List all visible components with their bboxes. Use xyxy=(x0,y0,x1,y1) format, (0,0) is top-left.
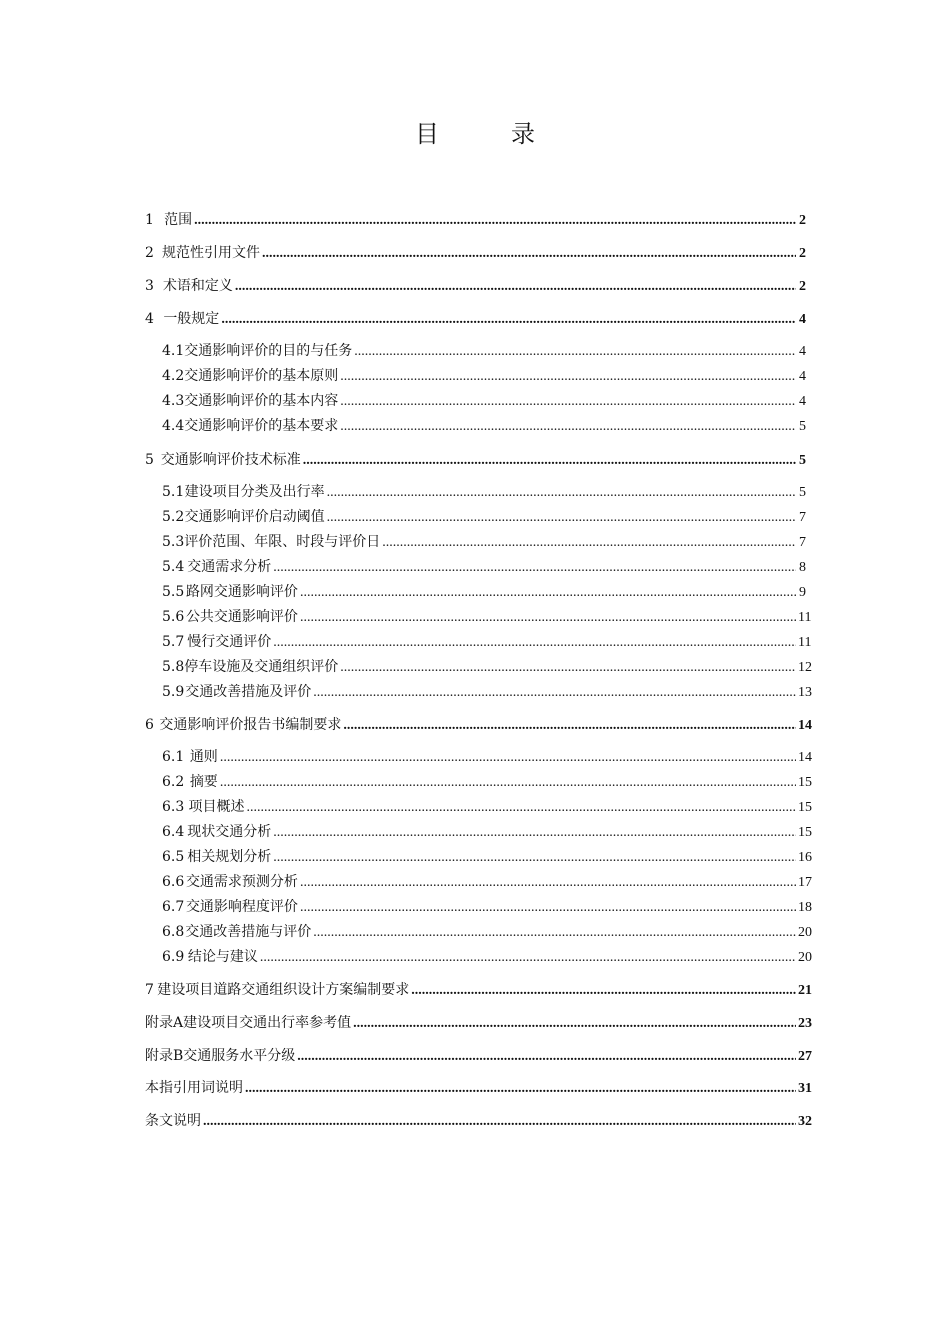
toc-entry-number: 2 xyxy=(145,245,154,261)
toc-leader-dots xyxy=(273,557,796,578)
toc-entry-number: 5.7 xyxy=(162,634,185,650)
toc-entry-label: 交通影响程度评价 xyxy=(185,899,298,915)
toc-entry-label: 交通影响评价的基本原则 xyxy=(184,368,339,384)
toc-leader-dots xyxy=(340,391,796,412)
toc-entry-label: 交通影响评价的基本要求 xyxy=(184,418,339,434)
toc-entry-label: 规范性引用文件 xyxy=(162,245,261,261)
toc-entry-page-number: 2 xyxy=(799,246,806,261)
toc-entry[interactable] xyxy=(162,947,812,967)
toc-entry-page-number: 4 xyxy=(799,312,806,327)
toc-entry-number: 4.3 xyxy=(162,393,185,409)
toc-entry-label: 摘要 xyxy=(189,774,218,790)
toc-entry[interactable] xyxy=(162,897,812,917)
toc-entry-page-number: 8 xyxy=(799,560,806,575)
toc-entry-page-number: 18 xyxy=(798,900,812,915)
toc-entry[interactable] xyxy=(162,872,812,892)
toc-leader-dots xyxy=(273,822,796,843)
toc-entry-page-number: 31 xyxy=(798,1081,812,1096)
toc-entry-label: 建设项目道路交通组织设计方案编制要求 xyxy=(157,982,410,998)
toc-entry[interactable] xyxy=(162,847,812,867)
toc-entry[interactable] xyxy=(162,341,806,361)
toc-entry-page-number: 20 xyxy=(798,925,812,940)
toc-entry[interactable] xyxy=(145,450,806,470)
toc-entry-label: 路网交通影响评价 xyxy=(185,584,298,600)
toc-leader-dots xyxy=(343,715,796,736)
toc-leader-dots xyxy=(327,507,796,528)
toc-entry-number: 6.8 xyxy=(162,924,185,940)
toc-leader-dots xyxy=(235,276,796,297)
toc-entry[interactable] xyxy=(145,1078,812,1098)
toc-entry[interactable] xyxy=(162,416,806,436)
toc-entry-label: 停车设施及交通组织评价 xyxy=(184,659,339,675)
toc-entry-label: 项目概述 xyxy=(188,799,245,815)
toc-leader-dots xyxy=(313,922,796,943)
toc-entry-page-number: 9 xyxy=(799,585,806,600)
toc-entry-label: 术语和定义 xyxy=(162,278,233,294)
toc-entry-number: 6 xyxy=(145,717,154,733)
toc-leader-dots xyxy=(300,872,796,893)
toc-entry[interactable] xyxy=(162,747,812,767)
toc-leader-dots xyxy=(382,532,796,553)
toc-leader-dots xyxy=(194,210,796,231)
toc-leader-dots xyxy=(273,632,796,653)
toc-entry-label: 交通需求分析 xyxy=(187,559,272,575)
toc-entry-page-number: 4 xyxy=(799,394,806,409)
toc-entry-page-number: 14 xyxy=(798,750,812,765)
toc-entry-number: 5.4 xyxy=(162,559,185,575)
toc-entry-page-number: 12 xyxy=(798,660,812,675)
toc-entry[interactable] xyxy=(162,507,806,527)
toc-entry-page-number: 13 xyxy=(798,685,812,700)
toc-entry[interactable] xyxy=(162,557,806,577)
toc-leader-dots xyxy=(262,243,796,264)
toc-entry-page-number: 2 xyxy=(799,279,806,294)
toc-entry[interactable] xyxy=(162,391,806,411)
toc-entry-label: 交通影响评价的基本内容 xyxy=(184,393,339,409)
toc-entry-label: 结论与建议 xyxy=(187,949,258,965)
toc-entry-label: 一般规定 xyxy=(163,311,220,327)
toc-entry-number: 4.2 xyxy=(162,368,185,384)
toc-entry-label: 交通服务水平分级 xyxy=(183,1048,296,1064)
toc-entry-page-number: 5 xyxy=(799,419,806,434)
toc-entry-page-number: 11 xyxy=(798,610,812,625)
toc-entry-number: 6.2 xyxy=(162,774,185,790)
toc-entry-page-number: 15 xyxy=(798,800,812,815)
toc-entry[interactable] xyxy=(145,276,806,296)
toc-entry-number: 6.1 xyxy=(162,749,185,765)
toc-entry-number: 附录A xyxy=(145,1015,184,1031)
toc-leader-dots xyxy=(220,772,796,793)
toc-entry-number: 5.5 xyxy=(162,584,185,600)
toc-entry-page-number: 5 xyxy=(799,485,806,500)
toc-entry-number: 5.1 xyxy=(162,484,185,500)
toc-entry-label: 交通需求预测分析 xyxy=(185,874,298,890)
toc-entry-page-number: 2 xyxy=(799,213,806,228)
toc-leader-dots xyxy=(340,657,796,678)
toc-entry-number: 6.3 xyxy=(162,799,185,815)
toc-entry-label: 交通改善措施及评价 xyxy=(185,684,312,700)
toc-entry-label: 建设项目交通出行率参考值 xyxy=(183,1015,352,1031)
toc-entry-page-number: 7 xyxy=(799,510,806,525)
toc-entry-label: 本指引用词说明 xyxy=(145,1080,243,1096)
toc-entry-number: 1 xyxy=(145,212,154,228)
toc-entry-page-number: 20 xyxy=(798,950,812,965)
toc-entry-number: 7 xyxy=(145,982,154,998)
toc-entry[interactable] xyxy=(162,797,812,817)
toc-leader-dots xyxy=(220,747,796,768)
toc-entry-label: 范围 xyxy=(164,212,193,228)
toc-entry[interactable] xyxy=(145,1013,812,1033)
toc-entry[interactable] xyxy=(145,309,806,329)
toc-entry-number: 4.4 xyxy=(162,418,185,434)
toc-entry-number: 6.6 xyxy=(162,874,185,890)
toc-entry-label: 交通影响评价启动阈值 xyxy=(184,509,325,525)
toc-entry-page-number: 5 xyxy=(799,453,806,468)
toc-entry-label: 交通影响评价技术标准 xyxy=(160,452,301,468)
toc-entry-number: 6.9 xyxy=(162,949,185,965)
toc-entry-label: 现状交通分析 xyxy=(187,824,272,840)
toc-entry[interactable] xyxy=(162,366,806,386)
toc-entry-page-number: 27 xyxy=(798,1049,812,1064)
toc-entry-label: 条文说明 xyxy=(145,1113,201,1129)
toc-entry-number: 5.3 xyxy=(162,534,185,550)
toc-leader-dots xyxy=(203,1111,796,1132)
toc-entry-page-number: 11 xyxy=(798,635,812,650)
toc-entry[interactable] xyxy=(145,980,812,1000)
toc-entry-label: 交通影响评价的目的与任务 xyxy=(184,343,353,359)
page-title: 目 录 xyxy=(415,120,559,148)
toc-entry[interactable] xyxy=(162,922,812,942)
toc-entry[interactable] xyxy=(145,243,806,263)
toc-entry[interactable] xyxy=(162,822,812,842)
toc-entry[interactable] xyxy=(145,1111,812,1131)
toc-leader-dots xyxy=(245,1078,796,1099)
toc-leader-dots xyxy=(340,416,796,437)
toc-leader-dots xyxy=(273,847,796,868)
toc-entry-number: 6.4 xyxy=(162,824,185,840)
toc-entry-number: 5.8 xyxy=(162,659,185,675)
toc-leader-dots xyxy=(300,897,796,918)
toc-entry-label: 通则 xyxy=(189,749,218,765)
toc-entry[interactable] xyxy=(162,532,806,552)
toc-entry[interactable] xyxy=(162,582,806,602)
toc-entry[interactable] xyxy=(162,632,812,652)
toc-entry-label: 交通改善措施与评价 xyxy=(185,924,312,940)
toc-entry-page-number: 7 xyxy=(799,535,806,550)
toc-entry-number: 附录B xyxy=(145,1048,184,1064)
toc-entry-number: 6.7 xyxy=(162,899,185,915)
toc-entry-number: 4 xyxy=(145,311,154,327)
toc-entry-page-number: 4 xyxy=(799,344,806,359)
toc-entry-label: 公共交通影响评价 xyxy=(185,609,298,625)
toc-leader-dots xyxy=(353,1013,796,1034)
toc-entry-page-number: 32 xyxy=(797,1114,812,1129)
toc-entry-number: 4.1 xyxy=(162,343,185,359)
toc-entry[interactable] xyxy=(145,715,812,735)
toc-entry[interactable] xyxy=(162,682,812,702)
toc-entry[interactable] xyxy=(162,772,812,792)
toc-leader-dots xyxy=(354,341,796,362)
toc-entry-number: 5 xyxy=(145,452,154,468)
toc-entry[interactable] xyxy=(145,210,806,230)
toc-leader-dots xyxy=(300,607,796,628)
toc-entry-page-number: 23 xyxy=(798,1016,812,1031)
toc-entry-page-number: 4 xyxy=(799,369,806,384)
toc-entry-number: 6.5 xyxy=(162,849,185,865)
toc-entry[interactable] xyxy=(145,1046,812,1066)
toc-entry[interactable] xyxy=(162,482,806,502)
toc-leader-dots xyxy=(327,482,796,503)
toc-entry-label: 评价范围、年限、时段与评价日 xyxy=(184,534,381,550)
toc-leader-dots xyxy=(247,797,796,818)
toc-leader-dots xyxy=(260,947,796,968)
toc-entry-page-number: 15 xyxy=(798,825,812,840)
toc-entry-number: 5.2 xyxy=(162,509,185,525)
toc-leader-dots xyxy=(297,1046,796,1067)
toc-leader-dots xyxy=(300,582,796,603)
toc-entry-label: 建设项目分类及出行率 xyxy=(184,484,325,500)
toc-entry-label: 慢行交通评价 xyxy=(187,634,272,650)
toc-entry-number: 5.6 xyxy=(162,609,185,625)
toc-entry-page-number: 15 xyxy=(798,775,812,790)
toc-entry-label: 相关规划分析 xyxy=(187,849,272,865)
toc-leader-dots xyxy=(411,980,796,1001)
toc-entry-number: 5.9 xyxy=(162,684,185,700)
toc-leader-dots xyxy=(340,366,796,387)
toc-entry[interactable] xyxy=(162,657,812,677)
toc-entry-page-number: 21 xyxy=(798,983,812,998)
toc-entry-page-number: 17 xyxy=(798,875,812,890)
toc-entry-page-number: 14 xyxy=(798,718,812,733)
toc-entry-number: 3 xyxy=(145,278,154,294)
toc-leader-dots xyxy=(313,682,796,703)
toc-entry-label: 交通影响评价报告书编制要求 xyxy=(159,717,342,733)
toc-entry-page-number: 16 xyxy=(798,850,812,865)
toc-leader-dots xyxy=(303,450,796,471)
toc-leader-dots xyxy=(221,309,796,330)
toc-entry[interactable] xyxy=(162,607,812,627)
